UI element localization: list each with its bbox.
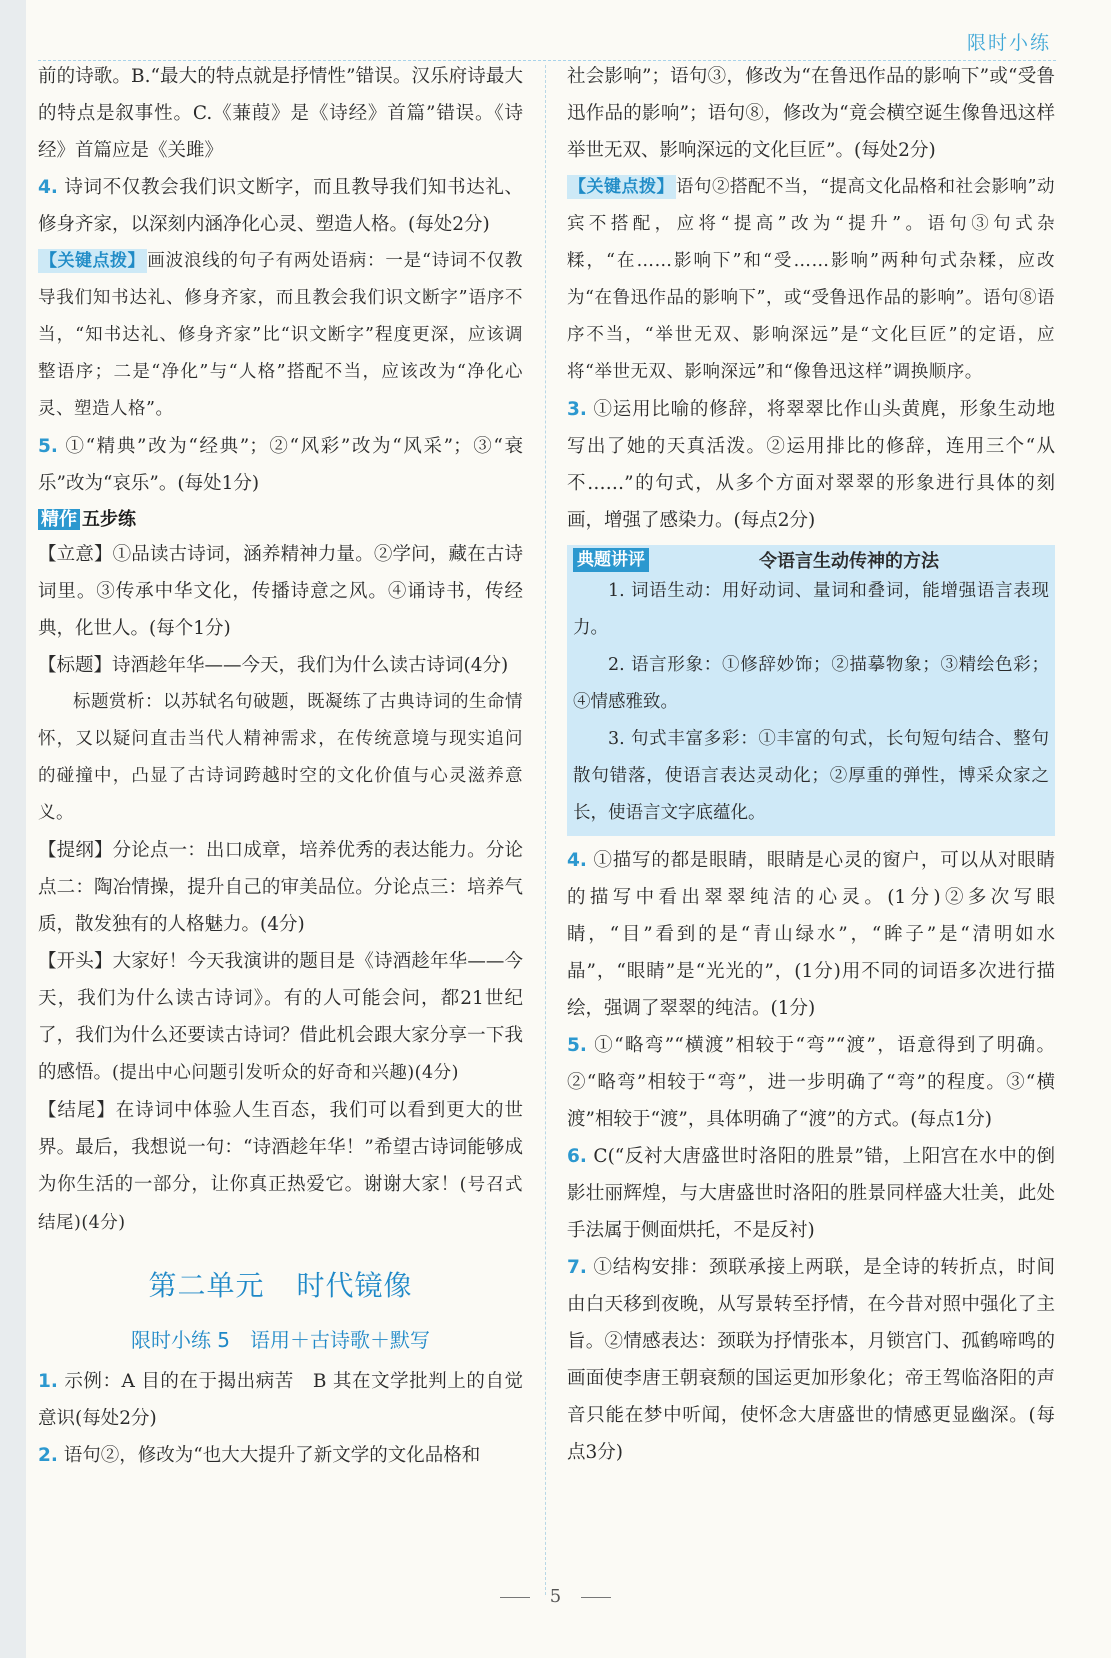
method-box (567, 545, 1055, 836)
answer-4 (38, 169, 523, 243)
answer-text: C(“反衬大唐盛世时洛阳的胜景”错，上阳宫在水中的倒影壮丽辉煌，与大唐盛世时洛阳的胜景同样盛大壮美，此处手法属于侧面烘托，不是反衬) (567, 1146, 1055, 1241)
answer-text: ①结构安排：颈联承接上两联，是全诗的转折点，时间由白天移到夜晚，从写景转至抒情，在今昔对照中强化了主旨。②情感表达：颈联为抒情张本，月锁宫门、孤鹤啼鸣的画面使李唐王朝衰颓的国运更加形象化；帝王驾临洛阳的声音只能在梦中听闻，使怀念大唐盛世的情感更显幽深。(每点3分) (567, 1257, 1055, 1463)
key-tip-text: 画波浪线的句子有两处语病：一是“诗词不仅教导我们知书达礼、修身齐家，而且教会我们识文断字”语序不当，“知书达礼、修身齐家”比“识文断字”程度更深，应该调整语序；二是“净化”与“人格”搭配不当，应该改为“净化心灵、塑造人格”。 (38, 251, 523, 419)
section-label-light: 五步练 (82, 509, 136, 530)
essay-liyi (38, 536, 523, 647)
exercise-title-name: 语用＋古诗歌＋默写 (250, 1328, 431, 1352)
page-edge-band (0, 0, 26, 1658)
key-tip-text: 语句②搭配不当，“提高文化品格和社会影响”动宾不搭配，应将“提高”改为“提升”。语句③句式杂糅，“在……影响下”和“受……影响”两种句式杂糅，应改为“在鲁迅作品的影响下”，或“受鲁迅作品的影响”。语句⑧语序不当，“举世无双、影响深远”是“文化巨匠”的定语，应将“举世无双、影响深远”和“像鲁迅这样”调换顺序。 (567, 177, 1055, 382)
answer-5 (567, 1027, 1055, 1138)
method-item: 3. 句式丰富多彩：①丰富的句式，长句短句结合、整句散句错落，使语言表达灵动化；②厚重的弹性，博采众家之长，使语言文字底蕴化。 (573, 729, 1049, 823)
answer-text: ①“精典”改为“经典”；②“风彩”改为“风采”；③“衰乐”改为“哀乐”。(每处1分) (38, 436, 523, 494)
essay-label: 【结尾】 (38, 1100, 116, 1121)
title-appreciation: 标题赏析：以苏轼名句破题，既凝练了古典诗词的生命情怀，又以疑问直击当代人精神需求，在传统意境与现实追问的碰撞中，凸显了古诗词跨越时空的文化价值与心灵滋养意义。 (38, 692, 523, 823)
answer-continuation: 前的诗歌。B.“最大的特点就是抒情性”错误。汉乐府诗最大的特点是叙事性。C.《蒹葭》是《诗经》首篇”错误。《诗经》首篇应是《关雎》 (38, 66, 523, 161)
answer-number: 5. (567, 1035, 587, 1056)
answer-5 (38, 428, 523, 502)
answer-6 (567, 1138, 1055, 1249)
essay-text: 诗酒趁年华——今天，我们为什么读古诗词(4分) (112, 655, 509, 676)
essay-label: 【提纲】 (38, 840, 113, 861)
method-box-tag: 典题讲评 (573, 548, 649, 572)
method-item: 2. 语言形象：①修辞妙饰；②描摹物象；③精绘色彩；④情感雅致。 (573, 655, 1049, 712)
page-number: 5 (549, 1586, 562, 1607)
left-column (38, 58, 523, 1474)
answer-1 (38, 1363, 523, 1437)
method-item: 1. 词语生动：用好动词、量词和叠词，能增强语言表现力。 (573, 581, 1049, 638)
essay-biaoti (38, 647, 523, 684)
key-tip (567, 169, 1055, 391)
unit-title-number: 第二单元 (148, 1269, 265, 1302)
essay-text: 分论点一：出口成章，培养优秀的表达能力。分论点二：陶冶情操，提升自己的审美品位。分论点三：培养气质，散发独有的人格魅力。(4分) (38, 840, 523, 935)
method-box-title: 令语言生动传神的方法 (759, 551, 939, 572)
unit-title-name: 时代镜像 (296, 1269, 413, 1302)
essay-jiewei (38, 1092, 523, 1242)
exercise-title (38, 1324, 523, 1353)
answer-number: 4. (567, 850, 587, 871)
right-column (567, 58, 1055, 1471)
answer-3 (567, 391, 1055, 539)
essay-text: 大家好！今天我演讲的题目是《诗酒趁年华——今天，我们为什么读古诗词》。有的人可能会问，都21世纪了，我们为什么还要读古诗词？借此机会跟大家分享一下我的感悟。 (38, 951, 523, 1083)
essay-text: ①品读古诗词，涵养精神力量。②学问，藏在古诗词里。③传承中华文化，传播诗意之风。④诵诗书，传经典，化世人。(每个1分) (38, 544, 523, 639)
essay-note: (号召式结尾)(4分) (38, 1175, 523, 1233)
answer-text: ①运用比喻的修辞，将翠翠比作山头黄麂，形象生动地写出了她的天真活泼。②运用排比的修辞，连用三个“从不……”的句式，从多个方面对翠翠的形象进行具体的刻画，增强了感染力。(每点2分) (567, 399, 1055, 531)
answer-text: 诗词不仅教会我们识文断字，而且教导我们知书达礼、修身齐家，以深刻内涵净化心灵、塑造人格。(每处2分) (38, 177, 523, 235)
answer-number: 1. (38, 1371, 58, 1392)
column-divider (545, 65, 546, 1595)
answer-text: 示例：A 目的在于揭出病苦 B 其在文学批判上的自觉意识(每处2分) (38, 1371, 524, 1429)
key-tip-tag: 【关键点拨】 (40, 251, 145, 271)
method-box-header (573, 547, 1049, 573)
unit-title (38, 1264, 523, 1304)
section-label (38, 508, 136, 532)
answer-text: 语句②，修改为“也大大提升了新文学的文化品格和 (63, 1445, 481, 1466)
answer-7 (567, 1249, 1055, 1471)
answer-number: 7. (567, 1257, 587, 1278)
answer-number: 5. (38, 436, 58, 457)
essay-label: 【标题】 (38, 655, 113, 676)
answer-text: ①描写的都是眼睛，眼睛是心灵的窗户，可以从对眼睛的描写中看出翠翠纯洁的心灵。(1分)②多次写眼睛，“目”看到的是“青山绿水”，“眸子”是“清明如水晶”，“眼睛”是“光光的”，(1分)用不同的词语多次进行描绘，强调了翠翠的纯洁。(1分) (567, 850, 1055, 1019)
running-header: 限时小练 (966, 32, 1051, 54)
essay-text: 在诗词中体验人生百态，我们可以看到更大的世界。最后，我想说一句：“诗酒趁年华！”希望古诗词能够成为你生活的一部分，让你真正热爱它。谢谢大家！ (38, 1100, 523, 1195)
answer-2-continuation: 社会影响”；语句③，修改为“在鲁迅作品的影响下”或“受鲁迅作品的影响”；语句⑧，修改为“竟会横空诞生像鲁迅这样举世无双、影响深远的文化巨匠”。(每处2分) (567, 66, 1055, 161)
key-tip (38, 243, 523, 428)
essay-label: 【开头】 (38, 951, 113, 972)
answer-text: ①“略弯”“横渡”相较于“弯”“渡”，语意得到了明确。②“略弯”相较于“弯”，进一步明确了“弯”的程度。③“横渡”相较于“渡”，具体明确了“渡”的方式。(每点1分) (567, 1035, 1055, 1130)
key-tip-tag: 【关键点拨】 (569, 177, 674, 197)
essay-label: 【立意】 (38, 544, 113, 565)
answer-number: 4. (38, 177, 58, 198)
exercise-title-number: 限时小练 5 (130, 1328, 231, 1352)
essay-note: (提出中心问题引发听众的好奇和兴趣)(4分) (112, 1063, 459, 1083)
page-footer (0, 1586, 1111, 1607)
answer-4 (567, 842, 1055, 1027)
section-label-dark: 精作 (38, 509, 80, 530)
answer-number: 2. (38, 1445, 58, 1466)
essay-tigang (38, 832, 523, 943)
answer-number: 3. (567, 399, 587, 420)
answer-2 (38, 1437, 523, 1474)
essay-kaitou (38, 943, 523, 1092)
answer-number: 6. (567, 1146, 587, 1167)
